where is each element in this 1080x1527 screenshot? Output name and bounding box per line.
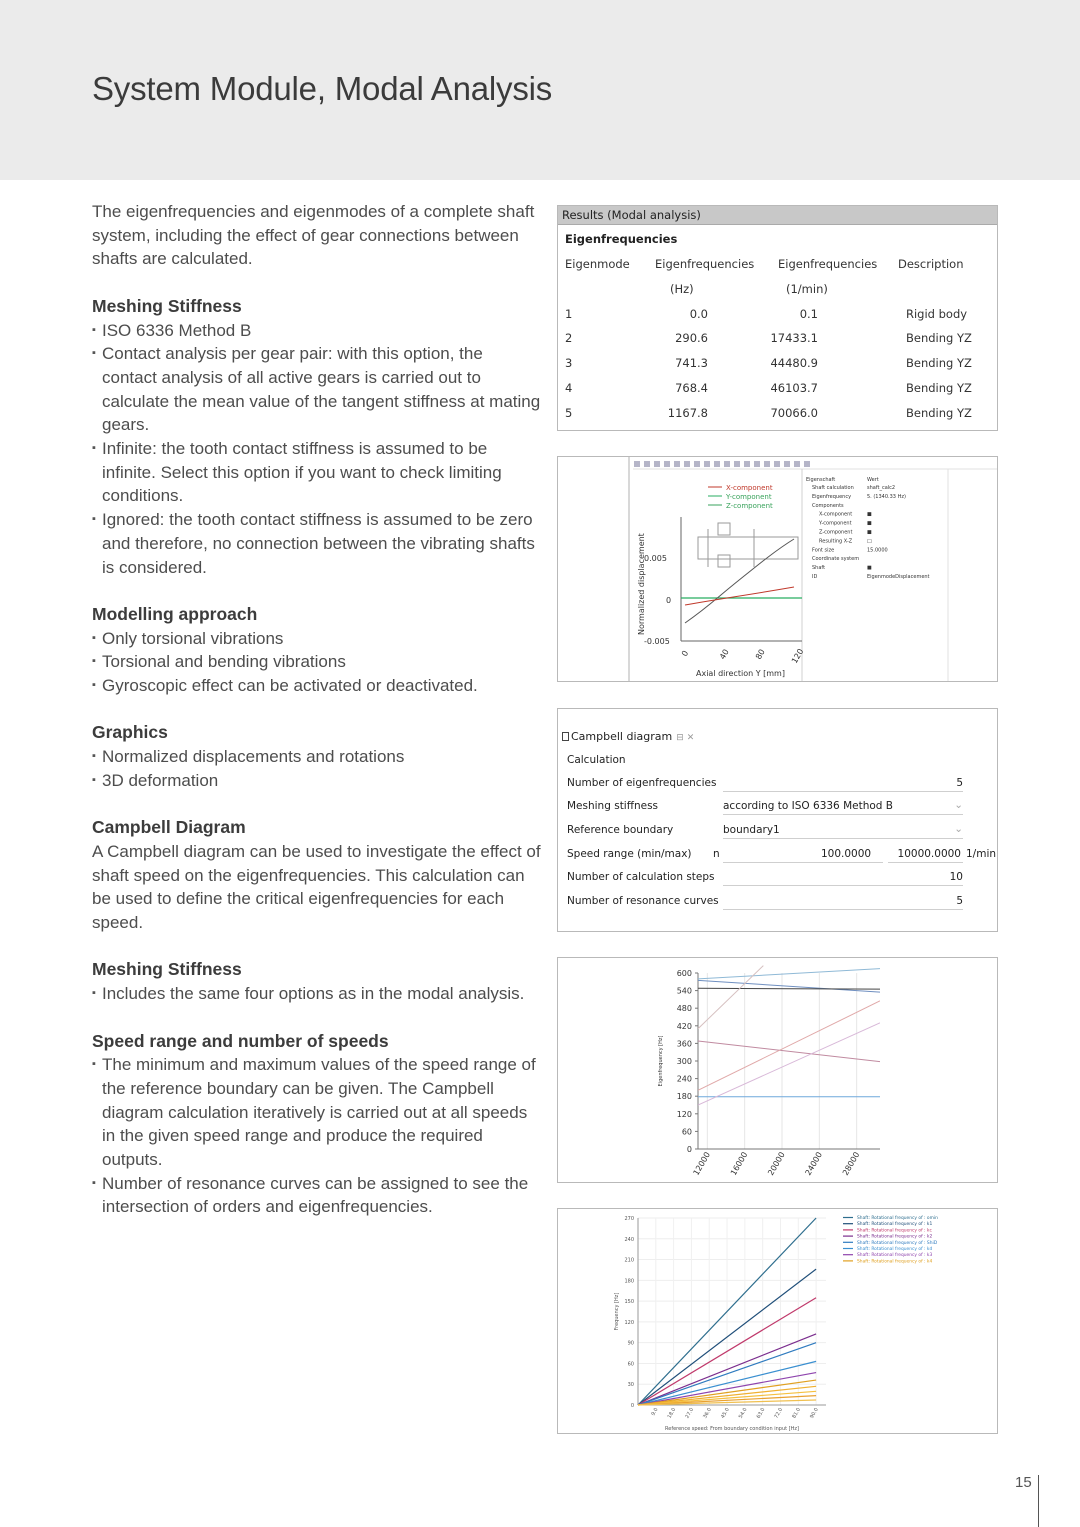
table-cell: Bending YZ: [906, 405, 972, 420]
bullet-item: ▪ Infinite: the tooth contact stiffness is assumed to be infinite. Select this option if you want to check limiting conditions.: [92, 437, 542, 508]
section-heading: Speed range and number of speeds: [92, 1030, 389, 1051]
column-unit: (1/min): [786, 281, 828, 296]
calculation-steps-input[interactable]: [723, 869, 963, 886]
legend-label: X-component: [726, 484, 773, 492]
pin-icon[interactable]: ⊟: [676, 733, 684, 743]
x-component-curve: [685, 587, 794, 605]
column-header: Eigenfrequencies: [778, 257, 878, 271]
y-tick-label: 270: [624, 1216, 634, 1222]
table-cell: 5: [565, 405, 573, 420]
field-value: 100.0000: [821, 848, 872, 860]
x-tick-label: 54.0: [737, 1407, 749, 1420]
table-cell: 2: [565, 331, 573, 346]
table-cell: Bending YZ: [906, 356, 972, 371]
bullet-item: ▪ Only torsional vibrations: [92, 627, 542, 651]
form-row-speed-range: [558, 844, 998, 866]
bullet-item: ▪ ISO 6336 Method B: [92, 319, 542, 343]
legend-label: Shaft: Rotational frequency of : k4: [857, 1259, 933, 1265]
bullet-item: ▪ Contact analysis per gear pair: with this option, the contact analysis of all active gears is carried out to calculate the mean value of the tangent stiffness at mating gears.: [92, 342, 542, 437]
property-header: Wert: [867, 477, 879, 483]
field-label: Speed range (min/max): [567, 848, 692, 860]
property-name: Shaft: [812, 565, 826, 572]
table-header-row: [558, 253, 998, 278]
series-line: [698, 969, 880, 979]
legend-label: Shaft: Rotational frequency of : k1: [857, 1222, 933, 1228]
table-cell: 290.6: [675, 331, 708, 346]
y-axis-label: Eigenfrequency [Hz]: [658, 1035, 664, 1087]
column-header: Eigenmode: [565, 257, 630, 271]
y-tick-label: 240: [676, 1074, 692, 1084]
speed-max-input[interactable]: [888, 846, 963, 863]
legend-label: Y-component: [726, 493, 772, 501]
section-heading: Meshing Stiffness: [92, 295, 242, 316]
x-tick-label: 20000: [766, 1150, 787, 1178]
field-label: Number of eigenfrequencies: [567, 777, 717, 789]
x-tick-label: 0: [679, 649, 691, 658]
table-cell: 44480.9: [770, 356, 818, 371]
page-rule: [1038, 1475, 1039, 1527]
table-cell: 70066.0: [770, 405, 818, 420]
toolbar-icons[interactable]: [634, 461, 810, 467]
table-row: [558, 352, 998, 377]
bullet-item: ▪ 3D deformation: [92, 769, 542, 793]
page-title: System Module, Modal Analysis: [92, 70, 553, 107]
x-tick-label: 16000: [728, 1150, 750, 1178]
x-tick-label: 24000: [803, 1150, 825, 1178]
field-label: Reference boundary: [567, 824, 674, 836]
table-cell: Bending YZ: [906, 331, 972, 346]
field-value: 5: [956, 777, 963, 789]
property-value[interactable]: 5. (1340.33 Hz): [867, 493, 906, 500]
text-column: [92, 200, 542, 1219]
property-name: Resulting X-Z: [819, 538, 853, 545]
field-label: Number of calculation steps: [567, 871, 715, 883]
bullet-item: ▪ Number of resonance curves can be assigned to see the intersection of orders and eigenfrequencies.: [92, 1172, 542, 1219]
campbell-chart: [558, 958, 998, 1183]
column-unit: (Hz): [670, 281, 694, 296]
displacement-curve: [685, 539, 794, 623]
form-row-reference-boundary: [558, 820, 998, 842]
table-cell: 46103.7: [770, 380, 818, 395]
y-axis-label: Normalized displacement: [637, 533, 646, 635]
series-line: [698, 988, 880, 989]
results-panel-title: Results (Modal analysis): [558, 206, 997, 225]
section-meshing-stiffness-2: [92, 958, 542, 1005]
y-tick-label: 0: [666, 596, 672, 605]
property-value[interactable]: shaft_calc2: [867, 485, 896, 491]
x-tick-label: 9.0: [650, 1407, 660, 1417]
property-name: Y-component: [819, 520, 852, 527]
legend-label: Shaft: Rotational frequency of : kc: [857, 1228, 932, 1234]
property-name: Font size: [812, 547, 835, 554]
property-header: Eigenschaft: [806, 477, 836, 483]
y-tick-label: 420: [676, 1021, 692, 1031]
field-label: Meshing stiffness: [567, 800, 659, 812]
property-name: Coordinate system: [812, 556, 860, 563]
section-meshing-stiffness: [92, 295, 542, 579]
bullet-item: ▪ Ignored: the tooth contact stiffness is assumed to be zero and therefore, no connection between the vibrating shafts is considered.: [92, 508, 542, 579]
x-tick-label: 90.0: [809, 1407, 820, 1420]
form-section-label: Calculation: [567, 754, 626, 766]
chevron-down-icon: ⌄: [954, 823, 963, 835]
table-cell: 1167.8: [667, 405, 708, 420]
y-tick-label: 0: [686, 1145, 692, 1154]
table-cell: 768.4: [675, 380, 708, 395]
results-panel: [557, 205, 998, 431]
section-campbell-diagram: [92, 816, 542, 935]
form-row-calculation-steps: [558, 867, 998, 889]
page-number: 15: [1015, 1474, 1032, 1491]
legend-label: Shaft: Rotational frequency of : ShiD: [857, 1240, 938, 1246]
x-tick-label: 40: [717, 647, 731, 661]
y-tick-label: 540: [676, 986, 692, 996]
y-tick-label: 0.005: [644, 554, 667, 563]
series-line: [698, 1023, 880, 1105]
x-tick-label: 63.0: [755, 1407, 767, 1420]
campbell-form-panel: [557, 708, 998, 932]
x-axis-label: Axial direction Y [mm]: [696, 669, 785, 678]
section-text: A Campbell diagram can be used to investigate the effect of shaft speed on the eigenfrequencies. This calculation can be used to define the critical eigenfrequencies for each speed.: [92, 841, 541, 933]
intro-paragraph: The eigenfrequencies and eigenmodes of a complete shaft system, including the effect of gear connections between shafts are calculated.: [92, 202, 535, 269]
y-tick-label: 0: [630, 1403, 634, 1409]
y-tick-label: 90: [627, 1340, 634, 1347]
form-row-resonance-curves: [558, 891, 998, 913]
table-cell: Rigid body: [906, 306, 968, 321]
section-speed-range: [92, 1030, 542, 1220]
section-heading: Modelling approach: [92, 603, 258, 624]
series-line: [698, 1041, 880, 1062]
x-tick-label: 81.0: [791, 1407, 803, 1420]
y-tick-label: 30: [627, 1382, 634, 1389]
section-graphics: [92, 721, 542, 792]
speed-min-input[interactable]: [723, 846, 883, 863]
x-tick-label: 12000: [691, 1150, 713, 1178]
shaft-outline: [698, 523, 798, 567]
legend-label: Shaft: Rotational frequency of : omin: [857, 1216, 938, 1221]
y-tick-label: 120: [676, 1109, 692, 1119]
table-row: [558, 327, 998, 352]
y-tick-label: 60: [627, 1361, 634, 1368]
property-value[interactable]: ■: [867, 565, 872, 572]
field-symbol: n: [713, 848, 720, 860]
mode-shape-svg: [558, 457, 998, 682]
table-row: [558, 377, 998, 402]
property-value[interactable]: 15.0000: [867, 547, 888, 554]
table-unit-row: [558, 278, 998, 303]
property-value[interactable]: ■: [867, 511, 872, 518]
field-label: Number of resonance curves: [567, 895, 719, 907]
field-value: 10: [949, 871, 963, 883]
property-name: ID: [812, 574, 818, 580]
column-header: Description: [898, 257, 964, 271]
campbell-chart-panel: [557, 957, 998, 1183]
y-tick-label: 300: [676, 1057, 692, 1066]
field-value: according to ISO 6336 Method B: [723, 800, 893, 812]
y-tick-label: -0.005: [644, 637, 670, 646]
resonance-curves-input[interactable]: [723, 893, 963, 910]
legend-label: Shaft: Rotational frequency of : k2: [857, 1234, 933, 1240]
x-tick-label: 72.0: [773, 1407, 785, 1420]
chevron-down-icon: ⌄: [954, 799, 963, 811]
property-value[interactable]: □: [867, 538, 872, 545]
x-tick-label: 45.0: [720, 1407, 731, 1420]
x-tick-label: 28000: [840, 1150, 862, 1178]
property-value[interactable]: ■: [867, 520, 872, 527]
y-tick-label: 360: [676, 1039, 692, 1049]
field-value: boundary1: [723, 824, 780, 836]
results-panel-subtitle: Eigenfrequencies: [565, 232, 678, 246]
table-cell: 1: [565, 306, 573, 321]
x-tick-label: 80: [753, 647, 767, 661]
campbell-title-text: Campbell diagram: [571, 730, 673, 743]
mode-shape-panel: [557, 456, 998, 682]
bullet-item: ▪ Torsional and bending vibrations: [92, 650, 542, 674]
y-tick-label: 180: [624, 1278, 634, 1285]
y-tick-label: 600: [676, 969, 692, 978]
series-line: [698, 980, 880, 992]
y-tick-label: 240: [624, 1236, 634, 1243]
y-tick-label: 60: [681, 1127, 692, 1137]
y-tick-label: 180: [676, 1092, 692, 1102]
close-icon[interactable]: ✕: [686, 733, 695, 743]
bullet-item: ▪ Normalized displacements and rotations: [92, 745, 542, 769]
bullet-item: ▪ Gyroscopic effect can be activated or deactivated.: [92, 674, 542, 698]
table-cell: 17433.1: [770, 331, 818, 346]
property-value[interactable]: EigenmodeDisplacement: [867, 574, 930, 580]
x-axis-label: Reference speed: From boundary condition input [Hz]: [665, 1426, 799, 1432]
field-value: 10000.0000: [897, 848, 961, 860]
y-tick-label: 210: [624, 1257, 634, 1264]
table-cell: 4: [565, 380, 573, 395]
table-row: [558, 402, 998, 427]
table-cell: 741.3: [675, 356, 708, 371]
legend-label: Shaft: Rotational frequency of : kd: [857, 1247, 933, 1252]
field-unit: 1/min: [966, 848, 997, 860]
series-line: [698, 1001, 880, 1090]
table-cell: 3: [565, 356, 573, 371]
x-tick-label: 36.0: [702, 1407, 713, 1420]
x-tick-label: 27.0: [684, 1407, 696, 1420]
x-tick-label: 120: [789, 647, 806, 665]
properties-grid: [806, 477, 930, 580]
property-name: Components: [812, 502, 844, 509]
property-name: Shaft calculation: [812, 485, 854, 491]
form-row-eigenfrequencies: [558, 773, 998, 795]
document-icon: [562, 732, 569, 741]
column-header: Eigenfrequencies: [655, 257, 755, 271]
reference-boundary-select[interactable]: [723, 822, 963, 839]
y-tick-label: 120: [624, 1319, 634, 1326]
legend-label: Z-component: [726, 502, 773, 510]
campbell-form-title: [562, 730, 694, 743]
x-tick-label: 18.0: [666, 1407, 678, 1420]
meshing-stiffness-select[interactable]: [723, 798, 963, 815]
frequency-chart-panel: [557, 1208, 998, 1434]
frequency-chart: [558, 1209, 998, 1434]
table-cell: Bending YZ: [906, 380, 972, 395]
bullet-item: ▪ The minimum and maximum values of the speed range of the reference boundary can be given. The Campbell diagram calculation iteratively is carried out at all speeds in the given speed range and produce the required outputs.: [92, 1053, 542, 1172]
table-cell: 0.0: [689, 306, 708, 321]
y-tick-label: 150: [624, 1299, 634, 1306]
eigenfrequency-table: [558, 253, 998, 427]
y-tick-label: 480: [676, 1004, 692, 1014]
field-value: 5: [956, 895, 963, 907]
form-section-row: [558, 750, 998, 772]
section-heading: Graphics: [92, 722, 168, 743]
y-axis-label: Frequency [Hz]: [614, 1292, 620, 1331]
legend-label: Shaft: Rotational frequency of : k3: [857, 1253, 933, 1259]
eigenfrequencies-input[interactable]: [723, 775, 963, 792]
section-heading: Campbell Diagram: [92, 817, 246, 838]
form-row-meshing-stiffness: [558, 796, 998, 818]
section-heading: Meshing Stiffness: [92, 959, 242, 980]
section-modelling-approach: [92, 603, 542, 698]
property-name: Z-component: [819, 529, 853, 536]
property-value[interactable]: ■: [867, 529, 872, 536]
property-name: X-component: [819, 511, 853, 518]
table-row: [558, 303, 998, 328]
bullet-item: ▪ Includes the same four options as in the modal analysis.: [92, 982, 542, 1006]
table-cell: 0.1: [799, 306, 818, 321]
property-name: Eigenfrequency: [812, 493, 852, 500]
